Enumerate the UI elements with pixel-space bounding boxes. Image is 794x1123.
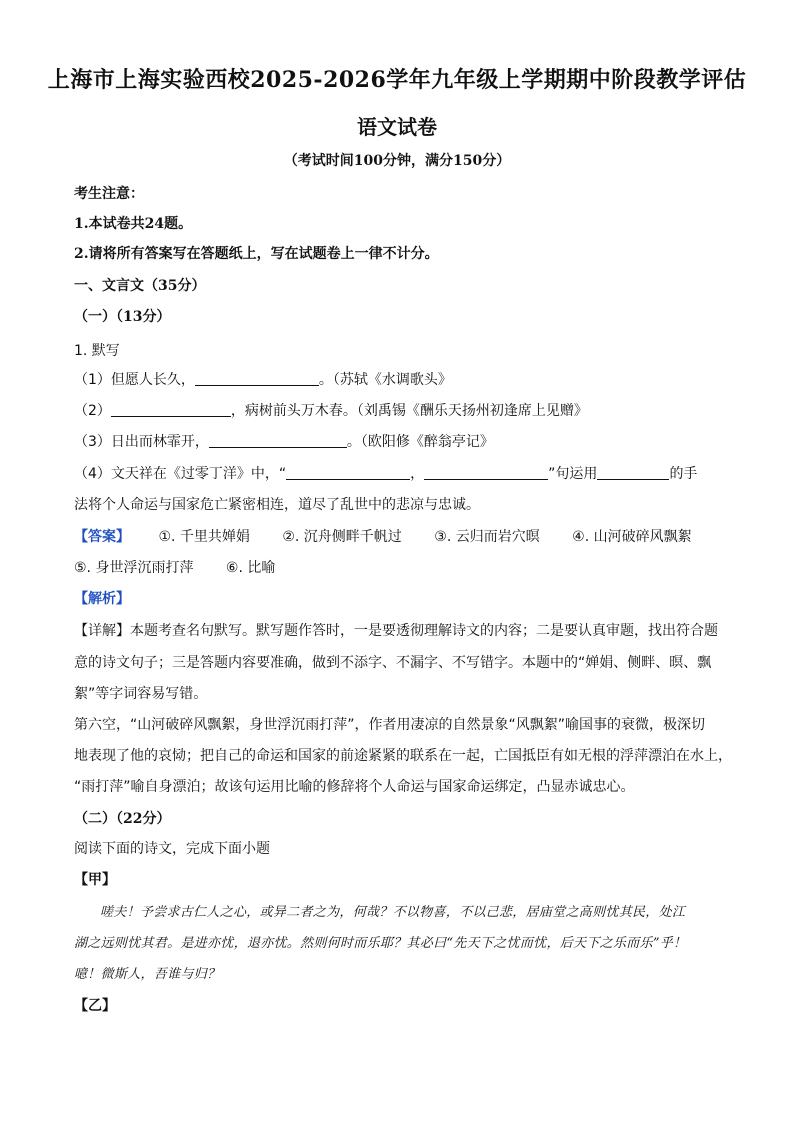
q1-4-comma: ， — [410, 466, 425, 482]
exam-info: （考试时间100分钟，满分150分） — [283, 153, 511, 169]
exam-subtitle: 语文试卷 — [357, 115, 437, 139]
part-2-heading: （二）（22分） — [74, 811, 171, 827]
answer-label: 【答案】 — [74, 529, 130, 545]
text-yi-label: 【乙】 — [74, 998, 116, 1014]
analysis-label: 【解析】 — [74, 591, 130, 607]
q1-3-suffix: 。（欧阳修《醉翁亭记》 — [346, 434, 494, 450]
question-1-title: 1. 默写 — [74, 343, 120, 359]
answer-row-1 — [74, 526, 724, 546]
answer-item: ⑤. 身世浮沉雨打萍 — [74, 560, 194, 576]
text-jia-label: 【甲】 — [74, 872, 116, 888]
analysis-detail-line: 意的诗文句子；三是答题内容要准确，做到不添字、不漏字、不写错字。本题中的“婵娟、侧畔、暝、飘 — [74, 655, 712, 671]
section-1-heading: 一、文言文（35分） — [74, 278, 206, 294]
q1-4-suffix: 的手 — [669, 466, 698, 482]
analysis-paragraph-line: 第六空，“山河破碎风飘絮，身世浮沉雨打萍”，作者用凄凉的自然景象“风飘絮”喻国事的衰微，极深切 — [74, 717, 706, 733]
question-1-3 — [74, 431, 724, 451]
analysis-paragraph-line: “雨打萍”喻自身漂泊；故该句运用比喻的修辞将个人命运与国家命运绑定，凸显赤诚忠心。 — [74, 779, 635, 795]
answer-blank — [195, 371, 319, 386]
answer-blank — [111, 402, 231, 417]
answer-blank — [424, 465, 548, 480]
answer-item: ②. 沉舟侧畔千帆过 — [282, 529, 402, 545]
q1-2-prefix: （2） — [74, 403, 111, 419]
q1-3-prefix: （3）日出而林霏开， — [74, 434, 209, 450]
answer-blank — [209, 433, 347, 448]
part-2-instruction: 阅读下面的诗文，完成下面小题 — [74, 841, 270, 857]
q1-2-suffix: ，病树前头万木春。（刘禹锡《酬乐天扬州初逢席上见赠》 — [230, 403, 588, 419]
answer-blank — [286, 465, 410, 480]
q1-4-prefix: （4）文天祥在《过零丁洋》中，“ — [74, 466, 287, 482]
notice-heading: 考生注意： — [74, 186, 144, 202]
analysis-detail-line: 【详解】本题考查名句默写。默写题作答时，一是要透彻理解诗文的内容；二是要认真审题，找出符合题 — [74, 623, 718, 639]
answer-item: ①. 千里共婵娟 — [158, 529, 250, 545]
part-1-heading: （一）（13分） — [74, 309, 171, 325]
text-jia-line: 噫！微斯人，吾谁与归？ — [74, 967, 221, 982]
answer-row-2 — [74, 557, 724, 577]
answer-item: ④. 山河破碎风飘絮 — [572, 529, 692, 545]
text-jia-line: 湖之远则忧其君。是进亦忧，退亦忧。然则何时而乐耶？其必曰“先天下之忧而忧，后天下之乐而乐”乎！ — [74, 936, 687, 951]
analysis-paragraph-line: 地表现了他的哀恸；把自己的命运和国家的前途紧紧的联系在一起，亡国抵臣有如无根的浮萍漂泊在水上， — [74, 748, 732, 764]
question-1-4-line-2: 法将个人命运与国家危亡紧密相连，道尽了乱世中的悲凉与忠诚。 — [74, 497, 480, 513]
q1-1-prefix: （1）但愿人长久， — [74, 372, 195, 388]
q1-4-middle: ”句运用 — [548, 466, 598, 482]
answer-blank — [597, 465, 669, 480]
text-jia-line: 嗟夫！予尝求古仁人之心，或异二者之为，何哉？不以物喜，不以己悲，居庙堂之高则忧其民，处江 — [100, 905, 686, 920]
answer-item: ③. 云归而岩穴暝 — [434, 529, 540, 545]
answer-item: ⑥. 比喻 — [225, 560, 276, 576]
notice-item-1: 1.本试卷共24题。 — [74, 216, 193, 232]
exam-title: 上海市上海实验西校2025-2026学年九年级上学期期中阶段教学评估 — [47, 67, 747, 93]
notice-item-2: 2.请将所有答案写在答题纸上，写在试题卷上一律不计分。 — [74, 246, 439, 262]
analysis-detail-line: 絮”等字词容易写错。 — [74, 686, 208, 702]
question-1-1 — [74, 369, 724, 389]
question-1-4 — [74, 463, 724, 483]
question-1-2 — [74, 400, 724, 420]
q1-1-suffix: 。（苏轼《水调歌头》 — [318, 372, 452, 388]
